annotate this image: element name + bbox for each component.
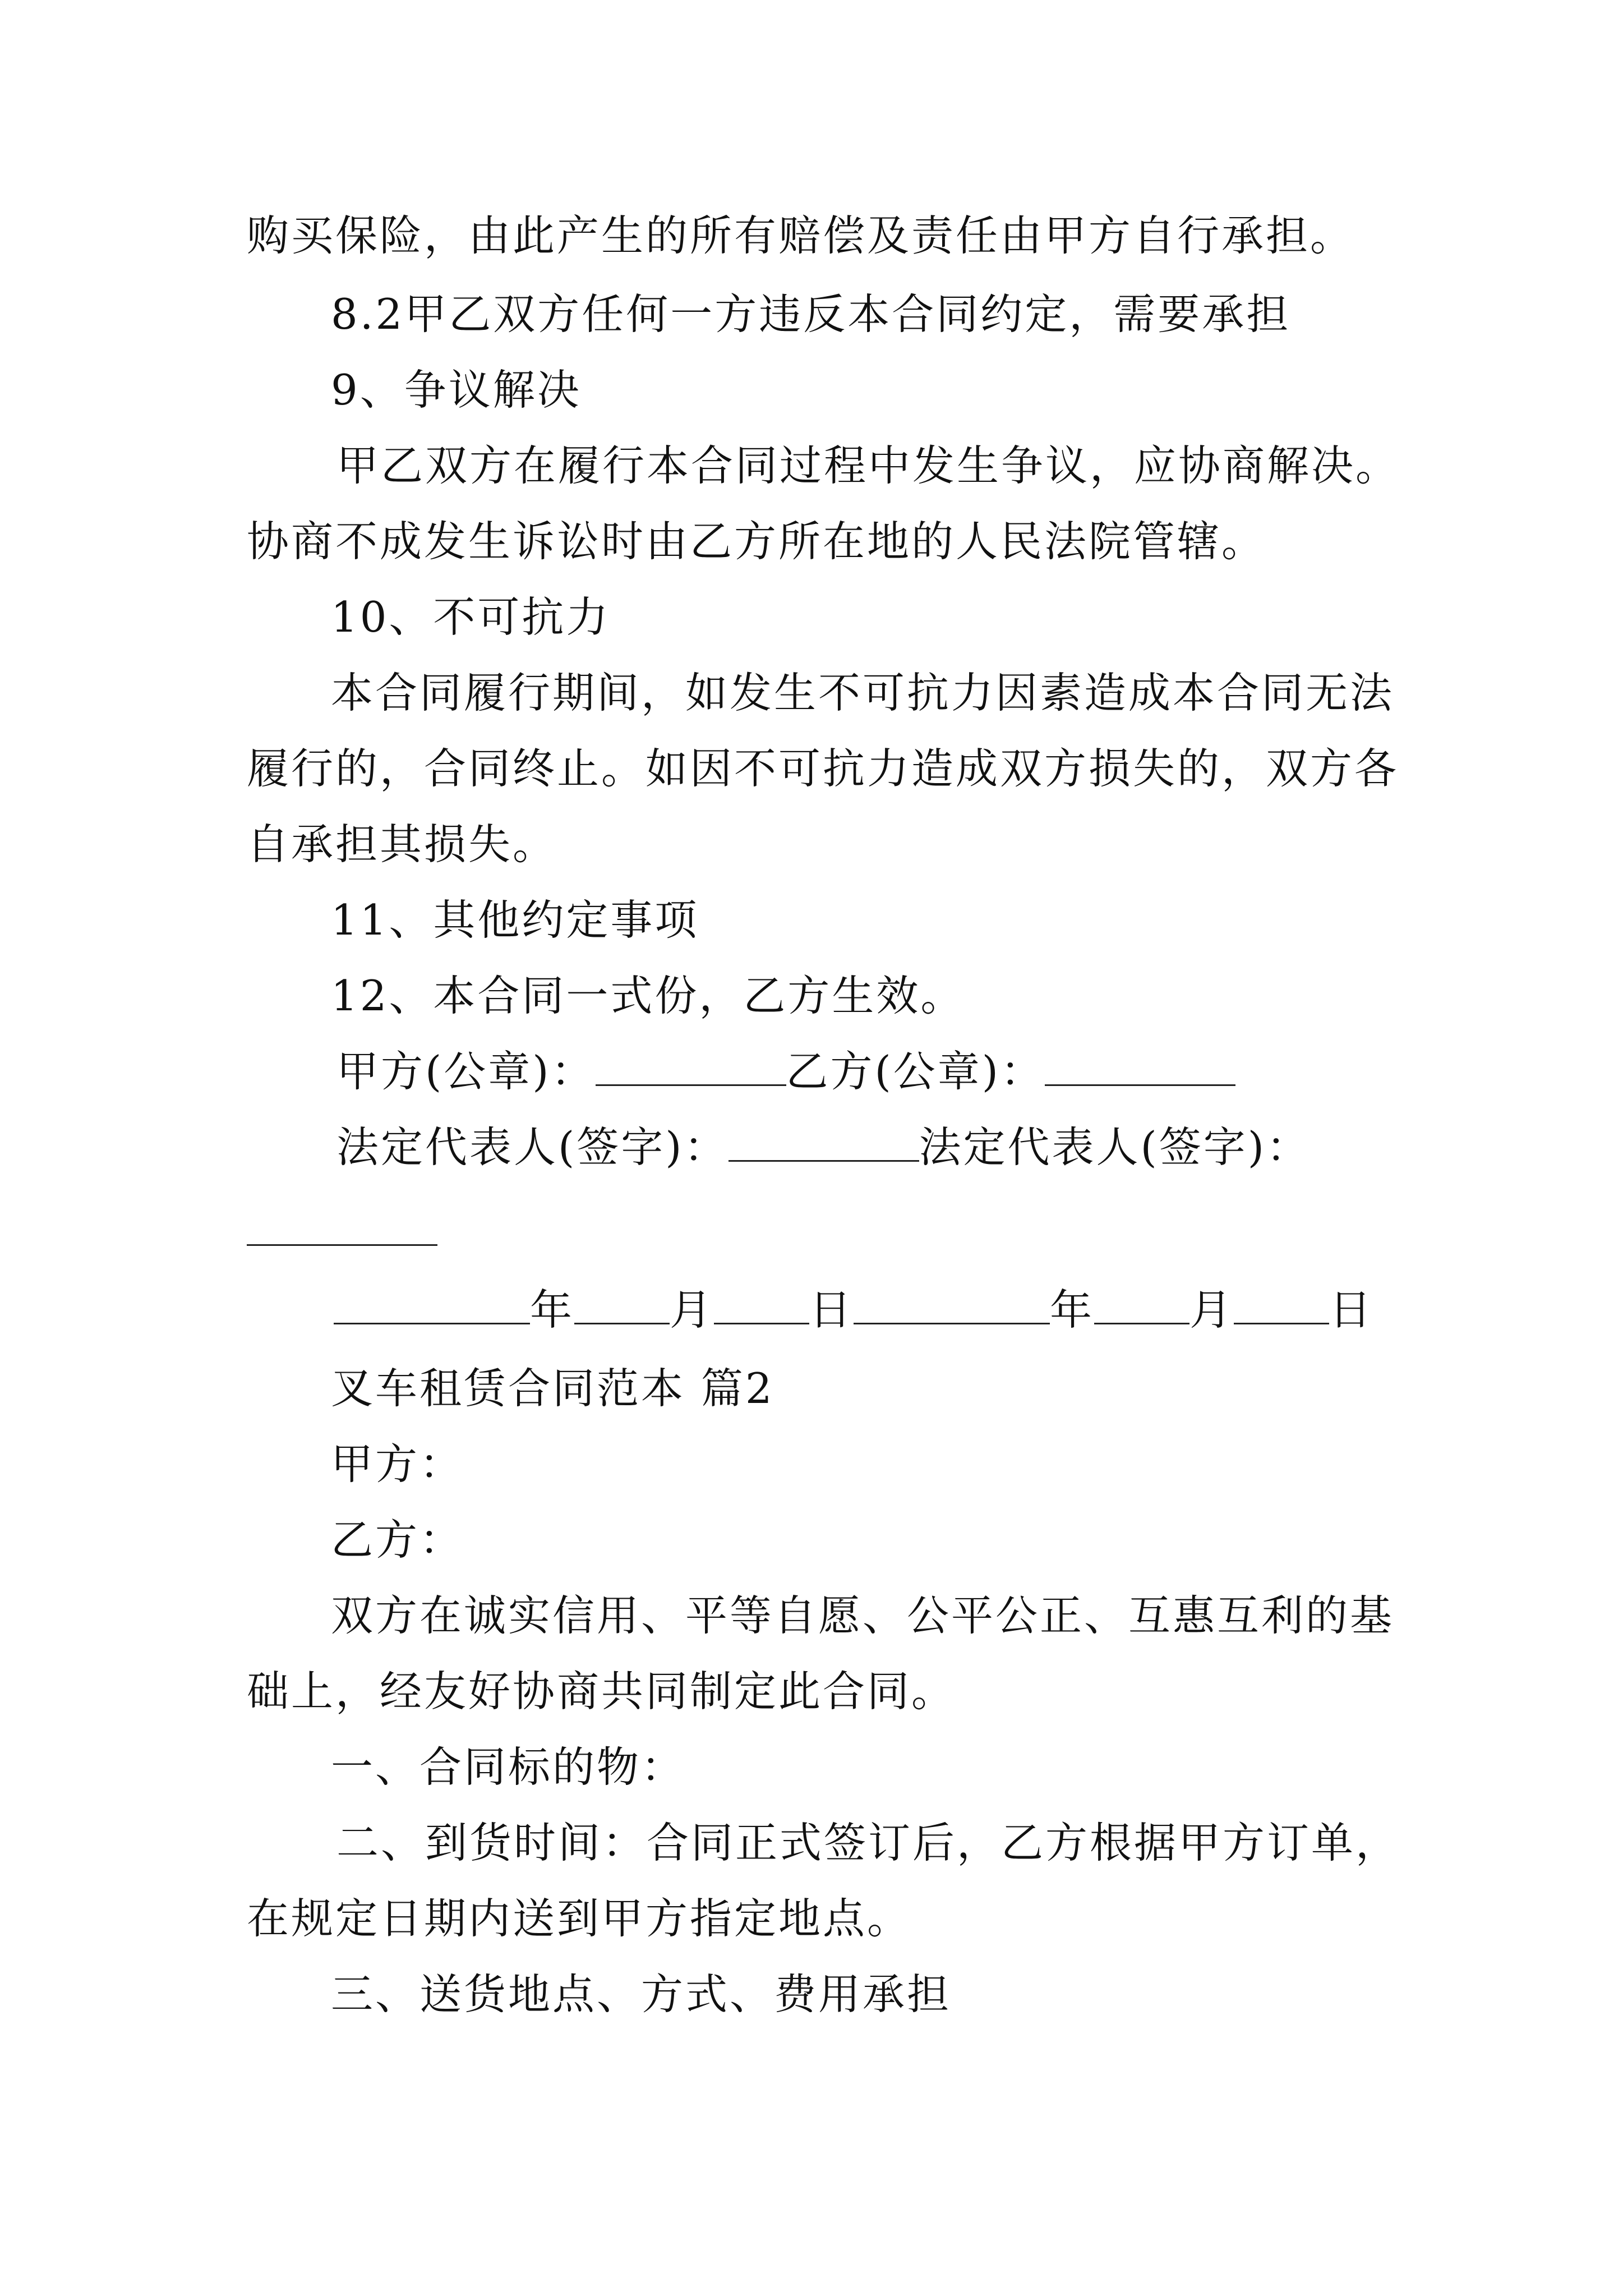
day-label: 日 — [809, 1285, 854, 1335]
year-label: 年 — [1050, 1285, 1095, 1335]
paragraph-line: 甲乙双方在履行本合同过程中发生争议，应协商解决。 — [336, 441, 1400, 490]
section-heading-10: 10、不可抗力 — [331, 592, 611, 642]
section-heading-1: 一、合同标的物： — [331, 1742, 686, 1792]
party-b-seal-blank — [1045, 1045, 1235, 1086]
section-heading-11: 11、其他约定事项 — [331, 895, 699, 945]
representative-line — [336, 1119, 1311, 1175]
paragraph-line: 协商不成发生诉讼时由乙方所在地的人民法院管辖。 — [247, 517, 1266, 566]
party-b-rep-blank — [247, 1244, 437, 1246]
party-a-label: 甲方： — [331, 1439, 464, 1489]
paragraph-line: 在规定日期内送到甲方指定地点。 — [247, 1894, 912, 1943]
party-b-seal-label: 乙方(公章)： — [786, 1047, 1045, 1096]
section-heading-12: 12、本合同一式份，乙方生效。 — [331, 971, 965, 1020]
day-label: 日 — [1329, 1285, 1374, 1335]
party-a-rep-blank — [728, 1121, 919, 1162]
section-heading-2: 二、到货时间：合同正式签订后，乙方根据甲方订单， — [336, 1818, 1400, 1867]
seal-line — [336, 1043, 1235, 1099]
day-blank — [714, 1283, 809, 1324]
date-line — [334, 1282, 1373, 1338]
year-blank — [334, 1283, 530, 1324]
year-blank — [854, 1283, 1050, 1324]
party-a-rep-label: 法定代表人(签字)： — [336, 1122, 728, 1172]
party-a-seal-blank — [596, 1045, 786, 1086]
section-heading-3: 三、送货地点、方式、费用承担 — [331, 1970, 952, 2019]
paragraph-line: 购买保险，由此产生的所有赔偿及责任由甲方自行承担。 — [247, 211, 1355, 260]
paragraph-line: 自承担其损失。 — [247, 820, 557, 869]
paragraph-line: 履行的，合同终止。如因不可抗力造成双方损失的，双方各 — [247, 744, 1399, 793]
year-label: 年 — [530, 1285, 575, 1335]
month-label: 月 — [670, 1285, 714, 1335]
paragraph-line: 本合同履行期间，如发生不可抗力因素造成本合同无法 — [331, 668, 1395, 717]
day-blank — [1234, 1283, 1329, 1324]
month-label: 月 — [1189, 1285, 1234, 1335]
party-b-label: 乙方： — [331, 1515, 464, 1565]
month-blank — [574, 1283, 670, 1324]
party-a-seal-label: 甲方(公章)： — [336, 1047, 596, 1096]
section-heading-9: 9、争议解决 — [331, 365, 582, 415]
clause-8-2: 8.2甲乙双方任何一方违反本合同约定，需要承担 — [331, 289, 1291, 339]
paragraph-line: 础上，经友好协商共同制定此合同。 — [247, 1667, 956, 1716]
paragraph-line: 双方在诚实信用、平等自愿、公平公正、互惠互利的基 — [331, 1591, 1395, 1640]
party-b-rep-label: 法定代表人(签字)： — [919, 1122, 1311, 1172]
month-blank — [1094, 1283, 1189, 1324]
contract-2-title: 叉车租赁合同范本 篇2 — [331, 1364, 774, 1413]
